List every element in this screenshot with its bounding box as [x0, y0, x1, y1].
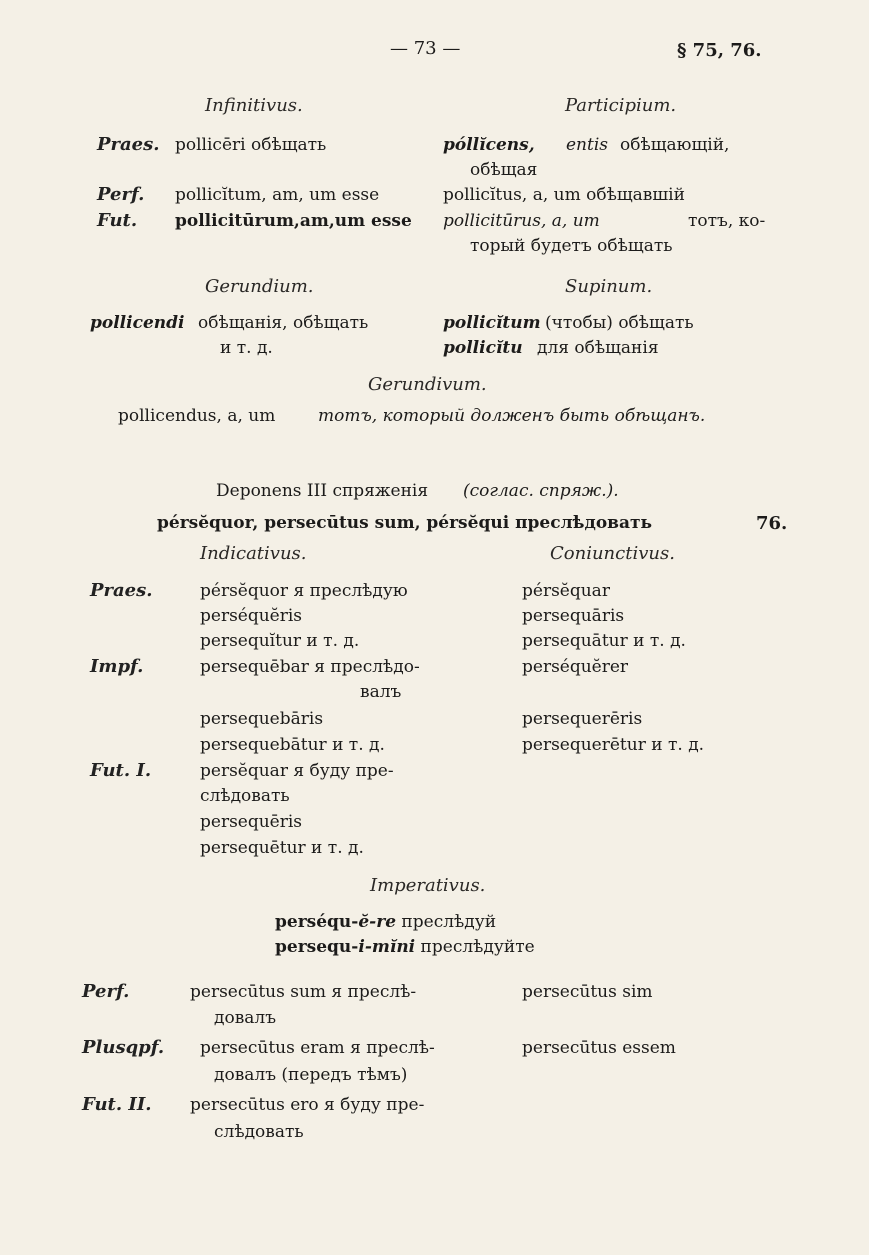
gerundium-line2: и т. д. [220, 338, 273, 358]
perf2-label: Perf. [82, 981, 130, 1002]
participium-fut-tr: тотъ, ко- [688, 211, 766, 231]
coni-4: perséquĕrer [522, 657, 629, 677]
deponens-main-form: pérsĕquor, persecūtus sum, pérsĕqui преслѣдовать [157, 513, 653, 533]
plusq-label: Plusqpf. [82, 1037, 165, 1058]
ind-praes-3: persequĭtur и т. д. [200, 631, 360, 651]
coniunctivus-heading: Coniunctivus. [550, 543, 675, 564]
gerundium-heading: Gerundium. [205, 276, 314, 297]
coni-6: persequerētur и т. д. [522, 735, 705, 755]
section-reference: § 75, 76. [677, 40, 762, 61]
imperativus-pl-stem: persequ- [275, 937, 359, 957]
praes-label: Praes. [97, 134, 160, 155]
ind-fut-4: persequētur и т. д. [200, 838, 364, 858]
fut2-1: persecūtus ero я буду пре- [190, 1095, 425, 1115]
ind-fut-2: слѣдовать [200, 786, 290, 806]
imperativus-pl [275, 937, 535, 957]
gerundivum-word: pollicendus, a, um [118, 406, 276, 426]
ind-praes-1: pérsĕquor я преслѣдую [200, 581, 408, 601]
participium-gen: entis [566, 135, 609, 155]
infinitivus-praes: pollicēri обѣщать [175, 135, 327, 155]
ind-praes-label: Praes. [90, 580, 153, 601]
plusq-2: довалъ (передъ тѣмъ) [214, 1065, 408, 1085]
ind-impf-3: persequebāris [200, 709, 324, 729]
imperativus-pl-ending: i-mĭni [358, 937, 416, 957]
plusq-1: persecūtus eram я преслѣ- [200, 1038, 435, 1058]
indicativus-heading: Indicativus. [200, 543, 307, 564]
coni-2: persequāris [522, 606, 625, 626]
coni-1: pérsĕquar [522, 581, 610, 601]
page-number: — 73 — [390, 38, 461, 59]
perf2-1: persecūtus sum я преслѣ- [190, 982, 417, 1002]
ind-fut-3: persequēris [200, 812, 303, 832]
deponens-title-note: (соглас. спряж.). [463, 481, 619, 501]
perf-label: Perf. [97, 184, 145, 205]
fut-label: Fut. [97, 210, 138, 231]
ind-impf-2: валъ [360, 682, 402, 702]
imperativus-heading: Imperativus. [370, 875, 486, 896]
supinum-tr1: (чтобы) обѣщать [545, 313, 694, 333]
participium-word: póllĭcens, [443, 135, 535, 155]
supinum-tr2: для обѣщанія [537, 338, 659, 358]
ind-impf-label: Impf. [90, 656, 144, 677]
gerundivum-heading: Gerundivum. [368, 374, 487, 395]
supinum-word1: pollicĭtum [443, 313, 541, 333]
fut2-2: слѣдовать [214, 1122, 304, 1142]
participium-heading: Participium. [565, 95, 677, 116]
section-number: 76. [756, 513, 788, 534]
gerundium-word: pollicendi [90, 313, 185, 333]
plusq-coni: persecūtus essem [522, 1038, 676, 1058]
participium-fut: pollicitūrus, a, um [443, 211, 600, 231]
deponens-title: Deponens III спряженія [216, 481, 429, 501]
coni-3: persequātur и т. д. [522, 631, 686, 651]
participium-line2: обѣщая [470, 160, 538, 180]
participium-translation: обѣщающій, [620, 135, 730, 155]
ind-impf-1: persequēbar я преслѣдо- [200, 657, 420, 677]
imperativus-sg-translation: преслѣдуй [401, 912, 497, 932]
supinum-heading: Supinum. [565, 276, 653, 297]
coni-5: persequerēris [522, 709, 643, 729]
ind-fut-label: Fut. I. [90, 760, 152, 781]
infinitivus-heading: Infinitivus. [205, 95, 303, 116]
ind-impf-4: persequebātur и т. д. [200, 735, 385, 755]
imperativus-pl-translation: преслѣдуйте [420, 937, 535, 957]
supinum-word2: pollicĭtu [443, 338, 523, 358]
imperativus-sg-ending: ĕ-re [358, 912, 397, 932]
perf2-coni: persecūtus sim [522, 982, 653, 1002]
ind-fut-1: persĕquar я буду пре- [200, 761, 394, 781]
imperativus-sg-stem: perséqu- [275, 912, 359, 932]
perf2-2: довалъ [214, 1008, 277, 1028]
fut2-label: Fut. II. [82, 1094, 152, 1115]
ind-praes-2: perséquĕris [200, 606, 303, 626]
infinitivus-fut: pollicitūrum,am,um esse [175, 211, 412, 231]
participium-perf: pollicĭtus, a, um обѣщавшій [443, 185, 685, 205]
gerundivum-translation: тотъ, который долженъ быть обѣщанъ. [318, 406, 706, 426]
imperativus-sg [275, 912, 496, 932]
infinitivus-perf: pollicĭtum, am, um esse [175, 185, 380, 205]
participium-fut-line2: торый будетъ обѣщать [470, 236, 673, 256]
gerundium-translation: обѣщанія, обѣщать [198, 313, 369, 333]
